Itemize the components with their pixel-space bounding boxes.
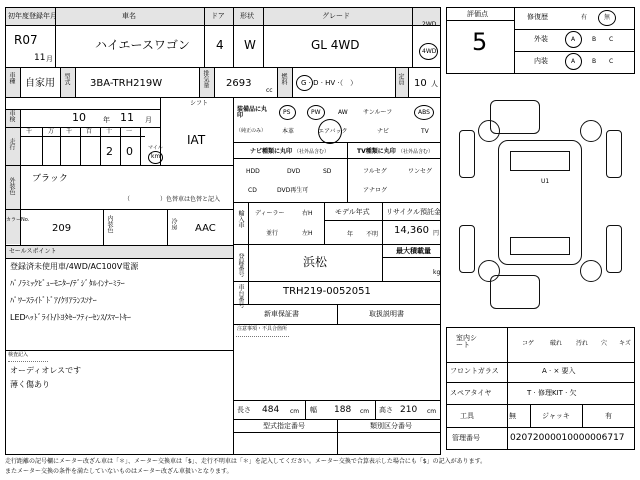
import-label: 輸入車: [237, 210, 244, 228]
sales-point-line: ﾊﾟﾜｰｽﾗｲﾄﾞﾄﾞｱ/ｸﾘｱﾗﾝｽｿﾅｰ: [10, 296, 97, 305]
class-num-label: 類別区分番号: [370, 422, 412, 430]
interior-color-label: 内装色: [106, 215, 113, 233]
navi-item-1: DVD: [287, 168, 301, 175]
capacity-label: 定員: [397, 73, 404, 85]
shift-label: シフト: [190, 100, 209, 107]
mileage-unit-5: 一: [126, 128, 133, 135]
color-no-label: カラーNo.: [6, 217, 30, 223]
model-value: 3BA-TRH219W: [90, 78, 163, 89]
inspection-label: 車検: [8, 110, 15, 122]
tv-label: TV種類に丸印: [357, 148, 396, 155]
navi-label: ナビ種類に丸印: [250, 148, 293, 155]
height-unit: cm: [427, 408, 437, 415]
grid-line: [42, 127, 43, 165]
equipment-item2-3: TV: [421, 128, 429, 135]
fuel-options: G · D · HV ·（ ）: [301, 79, 358, 87]
recycle-unit: 円: [433, 230, 440, 237]
mileage-unit-2: 千: [66, 128, 73, 135]
length-label: 長さ: [237, 406, 251, 414]
recycle-label: リサイクル預託金: [386, 208, 442, 216]
interior-grade-1: B: [592, 58, 597, 65]
shape-value: W: [244, 38, 256, 52]
navi-sub: （社外品含む）: [294, 149, 330, 155]
tv-item-1: ワンセグ: [408, 168, 433, 175]
model-year-unknown: 不明: [366, 231, 379, 238]
km-unit: km: [151, 153, 161, 160]
category-label: 車種: [8, 72, 15, 84]
score-value: 5: [472, 28, 488, 56]
doors-value: 4: [216, 38, 224, 52]
equipment-item-1: PW: [311, 109, 321, 116]
cc-unit: cc: [266, 87, 273, 94]
length-unit: cm: [290, 408, 300, 415]
repair-no: 無: [604, 14, 611, 21]
height-value: 210: [400, 405, 418, 415]
car-name-value: ハイエースワゴン: [95, 38, 190, 52]
reg-year: R07: [14, 33, 38, 47]
interior-seat-label: 室内シート: [456, 334, 477, 349]
equipment-sub: （純正のみ）: [236, 128, 267, 134]
sales-point-line: ﾊﾟﾉﾗﾐｯｸﾋﾞｭｰﾓﾆﾀｰ/ﾃﾞｼﾞﾀﾙｲﾝﾅｰﾐﾗｰ: [10, 279, 125, 288]
mgmt-value: 02072000010000006717: [510, 433, 625, 443]
inspection-year: 10: [72, 111, 86, 124]
exterior-grade-0: A: [571, 36, 576, 43]
drive-4wd: 4WD: [422, 48, 437, 55]
inspection-month: 11: [120, 111, 134, 124]
equipment-item-2: AW: [338, 109, 348, 116]
import-left: 左H: [302, 230, 313, 237]
chassis-label: 車台番号: [237, 284, 244, 308]
windshield-items: A · × 要入: [542, 367, 576, 375]
footer-line-2: またメーター交換の条件を満たしていないものはメーター改ざん車扱いとなります。: [5, 468, 233, 475]
equipment-item2-0: 本革: [282, 128, 295, 135]
grade-value: GL 4WD: [311, 38, 360, 52]
exterior-color-label: 外装色: [8, 177, 15, 195]
capacity-value: 10: [414, 78, 427, 89]
abs-circle: [414, 105, 434, 120]
ac-value: AAC: [195, 223, 216, 234]
interior-grade-a-circle: [565, 53, 582, 70]
inspection-month-suffix: 月: [145, 116, 152, 124]
repair-no-circle: [598, 10, 616, 26]
exterior-grade-1: B: [592, 36, 597, 43]
ac-label: 冷房: [170, 218, 177, 230]
exterior-grade-a-circle: [565, 31, 582, 48]
car-damage-diagram: [446, 85, 635, 320]
type-num-label: 型式指定番号: [263, 422, 305, 430]
seat-item-0: コゲ: [522, 340, 535, 347]
notes-label: 注意事項・不具合箇所: [237, 326, 288, 332]
mileage-digit-4: 0: [126, 145, 133, 158]
import-parallel: 並行: [266, 230, 279, 237]
model-year-suffix: 年: [347, 231, 354, 238]
tv-item-2: アナログ: [363, 187, 388, 194]
jack-label: ジャッキ: [542, 412, 570, 420]
mileage-label: 走行: [8, 138, 15, 150]
airbag-circle: [318, 119, 342, 144]
length-value: 484: [262, 405, 280, 415]
mileage-digit-3: 2: [106, 145, 113, 158]
inspection-year-suffix: 年: [103, 116, 110, 124]
usage-value: 自家用: [25, 78, 55, 89]
reg-month: 11: [34, 53, 46, 63]
max-load-unit: kg: [433, 269, 441, 276]
inspector-label: 検査記入: [8, 352, 29, 358]
sales-point-label: セールスポイント: [9, 248, 57, 255]
grid-line: [140, 127, 141, 165]
sales-point-line: LEDﾍｯﾄﾞﾗｲﾄ/ﾄﾖﾀｾｰﾌﾃｨｰｾﾝｽ/ｽﾏｰﾄｷｰ: [10, 313, 132, 322]
exterior-grade-label: 外装: [534, 35, 548, 43]
repair-label: 修復歴: [527, 13, 548, 21]
ps-circle: [279, 105, 296, 120]
chassis-value: TRH219-0052051: [283, 286, 371, 297]
tools-value: 無: [509, 412, 516, 420]
exterior-color-value: ブラック: [32, 174, 68, 184]
seat-item-3: 穴: [601, 340, 608, 347]
navi-item-2: SD: [323, 168, 332, 175]
mile-unit: マイル: [148, 145, 163, 151]
equipment-item2-2: ナビ: [377, 128, 390, 135]
capacity-unit: 人: [431, 80, 438, 88]
tools-label: 工具: [460, 412, 474, 420]
navi-item-3: CD: [248, 187, 257, 194]
mileage-unit-0: 千: [26, 128, 33, 135]
interior-grade-label: 内装: [534, 57, 548, 65]
grade-label: グレード: [322, 12, 350, 20]
seat-item-1: 破れ: [550, 340, 563, 347]
diagram-center-label: U1: [541, 178, 550, 185]
seat-item-4: キズ: [619, 340, 631, 347]
navi-item-4: DVD再生可: [277, 187, 309, 194]
car-name-label: 車名: [122, 12, 136, 20]
width-unit: cm: [360, 408, 370, 415]
windshield-label: フロントガラス: [450, 367, 499, 375]
tv-sub: （社外品含む）: [398, 149, 434, 155]
reg-date-label: 初年度登録年月: [8, 12, 57, 20]
repair-yes: 有: [581, 14, 588, 21]
registration-value: 浜松: [303, 255, 328, 269]
pw-circle: [307, 105, 325, 120]
equipment-item2-1: エアバック: [318, 128, 348, 135]
footer-line-1: 走行距離の記号欄にメーター改ざん車は「＊」、メーター交換車は「$」、走行不明車は「＊」を記入してください。メーター交換で合算表示した場合にも「$」の記入があります。: [5, 458, 487, 465]
displacement-label: 排気量: [202, 70, 209, 88]
doors-label: ドア: [211, 12, 225, 20]
equipment-item-0: PS: [283, 109, 291, 116]
displacement-value: 2693: [226, 78, 252, 89]
jack-value: 有: [605, 412, 612, 420]
sales-point-line: 登録済未使用車/4WD/AC100V電源: [10, 262, 139, 271]
max-load-label: 最大積載量: [396, 247, 431, 255]
import-dealer: ディーラー: [255, 210, 285, 217]
recycle-value: 14,360: [394, 225, 429, 236]
mgmt-label: 管理番号: [452, 434, 480, 442]
equipment-label: 装備品に丸印: [237, 106, 268, 119]
seat-item-2: 汚れ: [576, 340, 589, 347]
tv-item-0: フルセグ: [363, 168, 387, 175]
grid-line: [120, 127, 121, 165]
score-label: 評価点: [467, 10, 488, 18]
inspector-line: オーディオレスです: [10, 366, 82, 375]
width-value: 188: [334, 405, 352, 415]
owner-manual: 取扱説明書: [369, 310, 404, 318]
inspector-line: 薄く傷あり: [10, 380, 50, 389]
import-right: 右H: [302, 210, 313, 217]
exterior-grade-2: C: [609, 36, 614, 43]
grid-line: [80, 127, 81, 165]
grid-line: [60, 127, 61, 165]
new-car-warranty: 新車保証書: [264, 310, 299, 318]
interior-grade-0: A: [571, 58, 576, 65]
mileage-unit-4: 十: [106, 128, 113, 135]
drive-2wd: 2WD: [422, 21, 437, 28]
equipment-item-4: ABS: [418, 109, 430, 116]
mileage-unit-3: 百: [86, 128, 93, 135]
navi-item-0: HDD: [246, 168, 260, 175]
model-label: 型式: [63, 73, 70, 85]
shift-value: IAT: [187, 133, 206, 147]
width-label: 幅: [310, 406, 317, 414]
fuel-label: 燃料: [280, 73, 287, 85]
exterior-color-note: （ ）色替車は色替と記入: [124, 196, 221, 203]
grid-line: [100, 127, 101, 165]
color-no-value: 209: [52, 223, 72, 234]
shape-label: 形状: [240, 12, 254, 20]
interior-grade-2: C: [609, 58, 614, 65]
registration-label: 登録番号: [237, 253, 244, 277]
spare-tire-items: T · 修理KIT · 欠: [527, 389, 577, 397]
equipment-label-cell: [234, 98, 272, 142]
mileage-unit-1: 万: [48, 128, 55, 135]
height-label: 高さ: [379, 406, 393, 414]
equipment-item-3: サンルーフ: [363, 109, 393, 116]
reg-month-suffix: 月: [46, 55, 53, 63]
model-year-label: モデル年式: [335, 208, 370, 216]
spare-tire-label: スペアタイヤ: [450, 389, 492, 397]
